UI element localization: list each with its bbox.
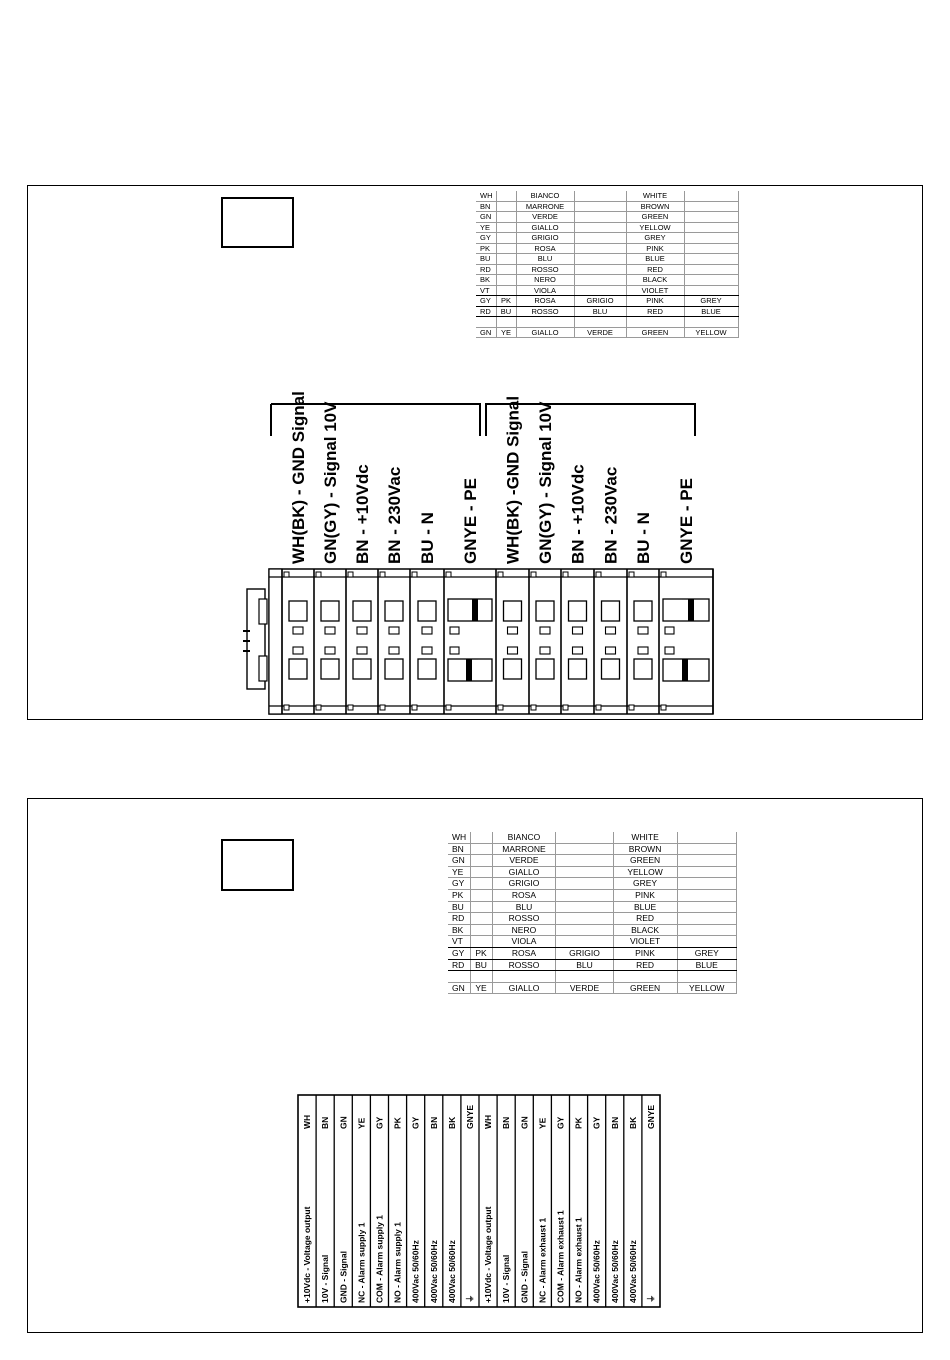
table-cell: VIOLET [626,285,684,296]
terminal-block-diagram [28,186,922,719]
table-cell: GREY [684,296,738,307]
terminal-label: NO - Alarm exhaust 1 [573,1217,584,1303]
table-cell: NERO [492,924,556,936]
pe-bar [682,659,688,681]
terminal-label: NC - Alarm exhaust 1 [537,1217,548,1303]
table-cell: ROSA [492,947,556,959]
table-cell: BROWN [613,843,677,855]
terminal-code: BK [627,1116,638,1129]
terminal-code: GY [410,1116,421,1129]
screw-lower [569,659,587,679]
clip-mark [596,572,601,577]
screw-lower [289,659,307,679]
screw-upper [418,601,436,621]
table-cell: GRIGIO [516,233,574,244]
table-cell: ROSA [516,296,574,307]
screw-marker [573,647,583,654]
pe-marker [450,627,459,634]
clip-mark [498,572,503,577]
table-cell: ROSSO [516,264,574,275]
terminal-label: GNYE - PE [677,478,696,564]
terminal-label: BN - +10Vdc [353,464,372,564]
table-cell: ROSSO [492,959,556,971]
screw-marker [508,647,518,654]
pe-marker [665,627,674,634]
terminal-label: 400Vac 50/60Hz [428,1240,439,1303]
screw-lower [504,659,522,679]
terminal-code: GNYE [464,1104,475,1129]
screw-lower [353,659,371,679]
terminal-label: +10Vdc - Voltage output [483,1206,494,1303]
screw-marker [325,647,335,654]
table-cell: RD [448,959,470,971]
table-cell: GY [476,296,496,307]
terminal-code: WH [302,1114,313,1129]
terminal-code: BN [428,1116,439,1129]
screw-marker [540,647,550,654]
table-cell: BK [448,924,470,936]
terminal-label: BN - 230Vac [385,466,404,564]
table-cell: RED [626,306,684,317]
table-cell: WHITE [626,191,684,201]
table-cell: RD [476,306,496,317]
terminal-label: BU - N [634,512,653,564]
clip-mark [563,705,568,710]
table-cell: GREEN [613,982,677,994]
table-cell: ROSSO [492,913,556,925]
screw-lower [634,659,652,679]
table-cell: YELLOW [626,222,684,233]
terminal-label: NO - Alarm supply 1 [392,1222,403,1303]
table-cell: GN [448,982,470,994]
screw-upper [569,601,587,621]
table-cell: BU [496,306,516,317]
mounting-clip [259,656,267,681]
table-cell: YE [470,982,492,994]
table-cell: BLUE [626,254,684,265]
table-cell: PINK [613,947,677,959]
table-cell: GY [448,878,470,890]
table-cell: VIOLA [516,285,574,296]
terminal-label: BN - +10Vdc [568,464,588,564]
clip-mark [316,705,321,710]
clip-mark [498,705,503,710]
terminal-code: GY [374,1116,385,1129]
clip-mark [348,572,353,577]
table-cell: PK [470,947,492,959]
terminal-label: BN - 230Vac [601,466,621,564]
bottom-wiring-panel [27,798,923,1333]
table-cell: BROWN [626,201,684,212]
clip-mark [446,705,451,710]
terminal-label: COM - Alarm exhaust 1 [555,1210,566,1303]
clip-mark [596,705,601,710]
screw-upper [289,601,307,621]
screw-marker [293,627,303,634]
terminal-label: GND - Signal [519,1251,530,1303]
clip-mark [412,705,417,710]
pe-marker [450,647,459,654]
table-cell: GREEN [626,327,684,338]
table-cell: BLUE [684,306,738,317]
terminal-code: PK [573,1117,584,1129]
terminal-block-body [269,569,713,714]
table-cell: PK [496,296,516,307]
table-cell: PINK [626,296,684,307]
table-cell: GREEN [613,855,677,867]
table-cell: BLACK [613,924,677,936]
clip-mark [661,705,666,710]
clip-mark [284,572,289,577]
terminal-label: WH(BK) -GND Signal [503,395,523,564]
terminal-label: GNYE - PE [461,478,480,564]
table-cell: RED [626,264,684,275]
terminal-code: BN [320,1116,331,1129]
table-cell: GIALLO [492,866,556,878]
table-cell: VT [448,936,470,948]
mounting-clip [259,599,267,624]
clip-mark [348,705,353,710]
table-cell: VERDE [516,212,574,223]
table-cell: BLU [516,254,574,265]
table-cell: BLU [556,959,613,971]
table-cell: BLU [492,901,556,913]
table-cell: GREY [677,947,737,959]
terminal-label: BU - N [418,512,437,564]
table-cell: ROSA [492,889,556,901]
table-cell: RD [448,913,470,925]
clip-mark [446,572,451,577]
screw-marker [293,647,303,654]
table-cell: WH [448,832,470,843]
table-cell: WH [476,191,496,201]
terminal-code: WH [483,1114,494,1129]
terminal-code: BN [501,1116,512,1129]
clip-mark [563,572,568,577]
screw-marker [638,647,648,654]
table-cell: BU [448,901,470,913]
table-cell: VERDE [556,982,613,994]
clip-mark [316,572,321,577]
terminal-strip-diagram [28,799,922,1332]
pe-screw-upper [448,599,492,621]
end-plate [269,569,282,714]
table-cell: YELLOW [677,982,737,994]
screw-upper [634,601,652,621]
terminal-label: 400Vac 50/60Hz [591,1240,602,1303]
terminal-label: 400Vac 50/60Hz [446,1240,457,1303]
screw-marker [573,627,583,634]
table-cell: GY [476,233,496,244]
screw-upper [536,601,554,621]
table-cell: BLUE [613,901,677,913]
terminal-code: GN [338,1116,349,1129]
table-cell: BLACK [626,275,684,286]
terminal-code: GY [591,1116,602,1129]
table-cell: GRIGIO [492,878,556,890]
table-cell: ROSA [516,243,574,254]
ground-icon: ⏚ [645,1294,656,1303]
pe-bar [466,659,472,681]
screw-marker [638,627,648,634]
table-cell: YE [476,222,496,233]
screw-marker [325,627,335,634]
terminal-code: BK [446,1116,457,1129]
terminal-label: NC - Alarm supply 1 [356,1222,367,1303]
table-cell: GREEN [626,212,684,223]
table-cell: GN [448,855,470,867]
terminal-label: 10V - Signal [501,1254,512,1303]
pe-screw-upper [663,599,709,621]
pe-bar [472,599,478,621]
table-cell: VIOLA [492,936,556,948]
screw-marker [606,647,616,654]
terminal-code: GY [555,1116,566,1129]
screw-upper [321,601,339,621]
screw-lower [536,659,554,679]
table-cell: VT [476,285,496,296]
table-cell: BU [470,959,492,971]
table-cell: GIALLO [516,327,574,338]
table-cell: PK [448,889,470,901]
pe-bar [688,599,694,621]
clip-mark [629,572,634,577]
terminal-code: YE [537,1117,548,1129]
table-cell: GRIGIO [556,947,613,959]
table-cell: YELLOW [684,327,738,338]
screw-marker [540,627,550,634]
table-cell: GIALLO [516,222,574,233]
table-cell: PINK [613,889,677,901]
screw-marker [389,647,399,654]
terminal-label: GN(GY) - Signal 10V [321,401,340,564]
clip-mark [531,705,536,710]
terminal-label: GN(GY) - Signal 10V [536,401,555,564]
table-cell: RD [476,264,496,275]
table-cell: GREY [626,233,684,244]
clip-mark [412,572,417,577]
screw-upper [602,601,620,621]
table-cell: YE [496,327,516,338]
terminal-label: WH(BK) - GND Signal [289,391,308,564]
table-cell: GY [448,947,470,959]
table-cell: BIANCO [516,191,574,201]
terminal-label: 400Vac 50/60Hz [609,1240,620,1303]
screw-marker [606,627,616,634]
screw-marker [357,647,367,654]
table-cell: VIOLET [613,936,677,948]
table-cell: VERDE [574,327,626,338]
screw-marker [389,627,399,634]
terminal-code: GN [519,1116,530,1129]
screw-lower [385,659,403,679]
table-cell: MARRONE [492,843,556,855]
table-cell: BLU [574,306,626,317]
table-cell: BU [476,254,496,265]
terminal-code: PK [392,1117,403,1129]
clip-mark [380,572,385,577]
table-cell: GN [476,327,496,338]
terminal-label: COM - Alarm supply 1 [374,1214,385,1303]
table-cell: PK [476,243,496,254]
terminal-label: 10V - Signal [320,1254,331,1303]
pe-marker [665,647,674,654]
terminal-label: 400Vac 50/60Hz [410,1240,421,1303]
screw-lower [321,659,339,679]
table-cell: BN [448,843,470,855]
screw-marker [422,627,432,634]
screw-upper [385,601,403,621]
table-cell: WHITE [613,832,677,843]
table-cell: YE [448,866,470,878]
table-cell: GRIGIO [574,296,626,307]
ground-icon: ⏚ [464,1294,475,1303]
table-cell: GREY [613,878,677,890]
table-cell: PINK [626,243,684,254]
clip-mark [629,705,634,710]
table-cell: YELLOW [613,866,677,878]
table-cell: RED [613,913,677,925]
table-cell: VERDE [492,855,556,867]
table-cell: GIALLO [492,982,556,994]
table-cell: RED [613,959,677,971]
terminal-code: GNYE [645,1104,656,1129]
terminal-label: GND - Signal [338,1251,349,1303]
terminal-code: BN [609,1116,620,1129]
top-wiring-panel [27,185,923,720]
table-cell: ROSSO [516,306,574,317]
clip-mark [531,572,536,577]
table-cell: BIANCO [492,832,556,843]
table-cell: NERO [516,275,574,286]
screw-marker [508,627,518,634]
terminal-label: 400Vac 50/60Hz [627,1240,638,1303]
table-cell: GN [476,212,496,223]
clip-mark [661,572,666,577]
table-cell: BK [476,275,496,286]
clip-mark [284,705,289,710]
terminal-code: YE [356,1117,367,1129]
screw-lower [602,659,620,679]
clip-mark [380,705,385,710]
table-cell: BLUE [677,959,737,971]
screw-upper [504,601,522,621]
screw-upper [353,601,371,621]
screw-marker [422,647,432,654]
screw-lower [418,659,436,679]
table-cell: MARRONE [516,201,574,212]
table-cell: BN [476,201,496,212]
screw-marker [357,627,367,634]
terminal-label: +10Vdc - Voltage output [302,1206,313,1303]
